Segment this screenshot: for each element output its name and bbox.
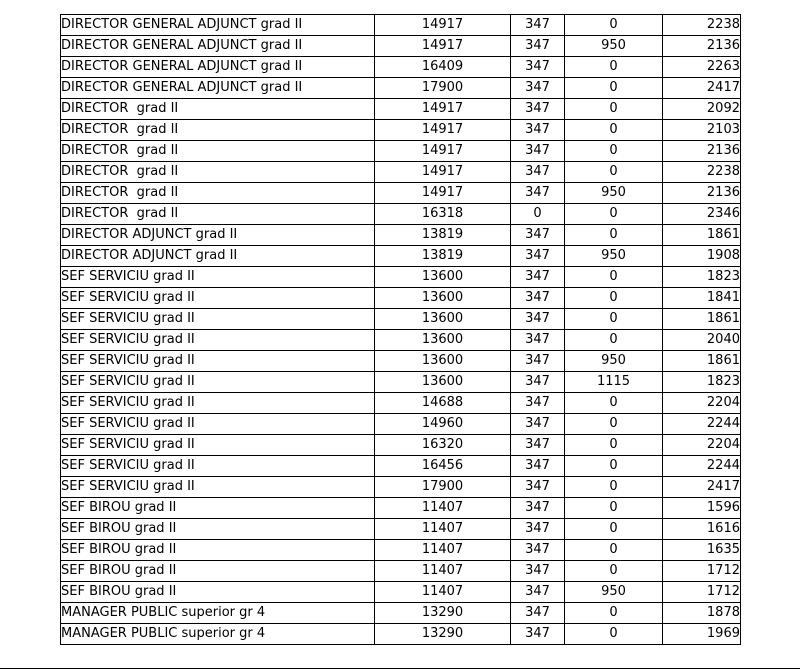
table-row bbox=[61, 498, 741, 519]
amount-cell: 347 bbox=[511, 225, 565, 246]
table-row bbox=[61, 141, 741, 162]
position-title-cell: DIRECTOR GENERAL ADJUNCT grad II bbox=[61, 36, 375, 57]
position-title-cell: SEF SERVICIU grad II bbox=[61, 288, 375, 309]
bonus-cell: 0 bbox=[565, 414, 663, 435]
position-title-cell: DIRECTOR grad II bbox=[61, 120, 375, 141]
table-row bbox=[61, 603, 741, 624]
bonus-cell: 950 bbox=[565, 351, 663, 372]
amount-cell: 347 bbox=[511, 372, 565, 393]
total-cell: 1861 bbox=[663, 351, 741, 372]
bonus-cell: 0 bbox=[565, 204, 663, 225]
total-cell: 1878 bbox=[663, 603, 741, 624]
position-title-cell: SEF SERVICIU grad II bbox=[61, 309, 375, 330]
position-title-cell: SEF SERVICIU grad II bbox=[61, 330, 375, 351]
amount-cell: 347 bbox=[511, 393, 565, 414]
position-title-cell: SEF BIROU grad II bbox=[61, 519, 375, 540]
amount-cell: 347 bbox=[511, 519, 565, 540]
base-salary-cell: 14917 bbox=[375, 15, 511, 36]
table-body bbox=[61, 15, 741, 645]
table-row bbox=[61, 225, 741, 246]
total-cell: 1823 bbox=[663, 267, 741, 288]
total-cell: 1635 bbox=[663, 540, 741, 561]
position-title-cell: DIRECTOR grad II bbox=[61, 141, 375, 162]
total-cell: 1969 bbox=[663, 624, 741, 645]
amount-cell: 347 bbox=[511, 141, 565, 162]
position-title-cell: SEF SERVICIU grad II bbox=[61, 393, 375, 414]
total-cell: 1596 bbox=[663, 498, 741, 519]
base-salary-cell: 16318 bbox=[375, 204, 511, 225]
table-row bbox=[61, 624, 741, 645]
position-title-cell: SEF SERVICIU grad II bbox=[61, 267, 375, 288]
total-cell: 2136 bbox=[663, 183, 741, 204]
bonus-cell: 0 bbox=[565, 624, 663, 645]
base-salary-cell: 13600 bbox=[375, 309, 511, 330]
table-row bbox=[61, 246, 741, 267]
base-salary-cell: 13600 bbox=[375, 267, 511, 288]
total-cell: 2136 bbox=[663, 141, 741, 162]
table-row bbox=[61, 204, 741, 225]
base-salary-cell: 13290 bbox=[375, 624, 511, 645]
total-cell: 1712 bbox=[663, 582, 741, 603]
base-salary-cell: 14917 bbox=[375, 141, 511, 162]
position-title-cell: SEF SERVICIU grad II bbox=[61, 372, 375, 393]
table-row bbox=[61, 519, 741, 540]
bonus-cell: 950 bbox=[565, 36, 663, 57]
bonus-cell: 0 bbox=[565, 561, 663, 582]
total-cell: 2417 bbox=[663, 78, 741, 99]
amount-cell: 347 bbox=[511, 288, 565, 309]
amount-cell: 347 bbox=[511, 99, 565, 120]
position-title-cell: SEF SERVICIU grad II bbox=[61, 477, 375, 498]
base-salary-cell: 11407 bbox=[375, 498, 511, 519]
total-cell: 2238 bbox=[663, 162, 741, 183]
table-row bbox=[61, 57, 741, 78]
total-cell: 1861 bbox=[663, 309, 741, 330]
position-title-cell: SEF SERVICIU grad II bbox=[61, 351, 375, 372]
table-row bbox=[61, 36, 741, 57]
amount-cell: 347 bbox=[511, 246, 565, 267]
base-salary-cell: 14917 bbox=[375, 36, 511, 57]
salary-table bbox=[60, 14, 741, 645]
amount-cell: 347 bbox=[511, 78, 565, 99]
bonus-cell: 0 bbox=[565, 393, 663, 414]
base-salary-cell: 11407 bbox=[375, 582, 511, 603]
position-title-cell: MANAGER PUBLIC superior gr 4 bbox=[61, 624, 375, 645]
table-row bbox=[61, 582, 741, 603]
base-salary-cell: 14960 bbox=[375, 414, 511, 435]
amount-cell: 0 bbox=[511, 204, 565, 225]
total-cell: 1823 bbox=[663, 372, 741, 393]
bonus-cell: 950 bbox=[565, 582, 663, 603]
position-title-cell: DIRECTOR grad II bbox=[61, 162, 375, 183]
bonus-cell: 0 bbox=[565, 603, 663, 624]
total-cell: 2417 bbox=[663, 477, 741, 498]
amount-cell: 347 bbox=[511, 582, 565, 603]
table-row bbox=[61, 393, 741, 414]
base-salary-cell: 14917 bbox=[375, 162, 511, 183]
base-salary-cell: 14917 bbox=[375, 120, 511, 141]
table-row bbox=[61, 99, 741, 120]
position-title-cell: DIRECTOR GENERAL ADJUNCT grad II bbox=[61, 15, 375, 36]
base-salary-cell: 13819 bbox=[375, 225, 511, 246]
base-salary-cell: 11407 bbox=[375, 519, 511, 540]
base-salary-cell: 17900 bbox=[375, 477, 511, 498]
amount-cell: 347 bbox=[511, 36, 565, 57]
bonus-cell: 0 bbox=[565, 57, 663, 78]
total-cell: 2244 bbox=[663, 414, 741, 435]
base-salary-cell: 13600 bbox=[375, 288, 511, 309]
total-cell: 2040 bbox=[663, 330, 741, 351]
amount-cell: 347 bbox=[511, 477, 565, 498]
position-title-cell: SEF BIROU grad II bbox=[61, 498, 375, 519]
bonus-cell: 0 bbox=[565, 540, 663, 561]
bonus-cell: 0 bbox=[565, 162, 663, 183]
position-title-cell: DIRECTOR grad II bbox=[61, 204, 375, 225]
amount-cell: 347 bbox=[511, 57, 565, 78]
base-salary-cell: 16456 bbox=[375, 456, 511, 477]
table-row bbox=[61, 435, 741, 456]
bonus-cell: 0 bbox=[565, 435, 663, 456]
table-row bbox=[61, 414, 741, 435]
amount-cell: 347 bbox=[511, 162, 565, 183]
bonus-cell: 0 bbox=[565, 15, 663, 36]
amount-cell: 347 bbox=[511, 120, 565, 141]
table-row bbox=[61, 120, 741, 141]
position-title-cell: DIRECTOR ADJUNCT grad II bbox=[61, 246, 375, 267]
amount-cell: 347 bbox=[511, 540, 565, 561]
amount-cell: 347 bbox=[511, 183, 565, 204]
position-title-cell: DIRECTOR GENERAL ADJUNCT grad II bbox=[61, 57, 375, 78]
bonus-cell: 0 bbox=[565, 267, 663, 288]
base-salary-cell: 14917 bbox=[375, 99, 511, 120]
bonus-cell: 0 bbox=[565, 288, 663, 309]
base-salary-cell: 13819 bbox=[375, 246, 511, 267]
amount-cell: 347 bbox=[511, 498, 565, 519]
base-salary-cell: 13290 bbox=[375, 603, 511, 624]
bonus-cell: 0 bbox=[565, 456, 663, 477]
page-bottom-rule bbox=[0, 668, 800, 669]
table-row bbox=[61, 267, 741, 288]
total-cell: 1861 bbox=[663, 225, 741, 246]
table-row bbox=[61, 162, 741, 183]
bonus-cell: 0 bbox=[565, 120, 663, 141]
table-row bbox=[61, 372, 741, 393]
bonus-cell: 0 bbox=[565, 99, 663, 120]
table-row bbox=[61, 78, 741, 99]
bonus-cell: 950 bbox=[565, 183, 663, 204]
base-salary-cell: 13600 bbox=[375, 351, 511, 372]
table-row bbox=[61, 540, 741, 561]
position-title-cell: SEF BIROU grad II bbox=[61, 561, 375, 582]
bonus-cell: 0 bbox=[565, 498, 663, 519]
base-salary-cell: 17900 bbox=[375, 78, 511, 99]
total-cell: 2092 bbox=[663, 99, 741, 120]
table-row bbox=[61, 477, 741, 498]
base-salary-cell: 16320 bbox=[375, 435, 511, 456]
total-cell: 2204 bbox=[663, 393, 741, 414]
base-salary-cell: 13600 bbox=[375, 372, 511, 393]
bonus-cell: 0 bbox=[565, 225, 663, 246]
table-row bbox=[61, 456, 741, 477]
base-salary-cell: 14688 bbox=[375, 393, 511, 414]
position-title-cell: SEF SERVICIU grad II bbox=[61, 414, 375, 435]
amount-cell: 347 bbox=[511, 15, 565, 36]
amount-cell: 347 bbox=[511, 309, 565, 330]
total-cell: 2244 bbox=[663, 456, 741, 477]
amount-cell: 347 bbox=[511, 414, 565, 435]
total-cell: 1841 bbox=[663, 288, 741, 309]
table-row bbox=[61, 351, 741, 372]
total-cell: 2238 bbox=[663, 15, 741, 36]
total-cell: 2263 bbox=[663, 57, 741, 78]
bonus-cell: 0 bbox=[565, 330, 663, 351]
total-cell: 2136 bbox=[663, 36, 741, 57]
position-title-cell: DIRECTOR ADJUNCT grad II bbox=[61, 225, 375, 246]
base-salary-cell: 14917 bbox=[375, 183, 511, 204]
base-salary-cell: 13600 bbox=[375, 330, 511, 351]
base-salary-cell: 16409 bbox=[375, 57, 511, 78]
base-salary-cell: 11407 bbox=[375, 540, 511, 561]
total-cell: 1908 bbox=[663, 246, 741, 267]
total-cell: 2204 bbox=[663, 435, 741, 456]
position-title-cell: MANAGER PUBLIC superior gr 4 bbox=[61, 603, 375, 624]
position-title-cell: DIRECTOR grad II bbox=[61, 183, 375, 204]
total-cell: 2346 bbox=[663, 204, 741, 225]
table-row bbox=[61, 561, 741, 582]
table-row bbox=[61, 288, 741, 309]
table-row bbox=[61, 309, 741, 330]
amount-cell: 347 bbox=[511, 351, 565, 372]
total-cell: 2103 bbox=[663, 120, 741, 141]
bonus-cell: 1115 bbox=[565, 372, 663, 393]
amount-cell: 347 bbox=[511, 435, 565, 456]
bonus-cell: 0 bbox=[565, 141, 663, 162]
bonus-cell: 0 bbox=[565, 477, 663, 498]
position-title-cell: SEF BIROU grad II bbox=[61, 582, 375, 603]
position-title-cell: DIRECTOR grad II bbox=[61, 99, 375, 120]
table-row bbox=[61, 183, 741, 204]
base-salary-cell: 11407 bbox=[375, 561, 511, 582]
position-title-cell: DIRECTOR GENERAL ADJUNCT grad II bbox=[61, 78, 375, 99]
bonus-cell: 0 bbox=[565, 519, 663, 540]
position-title-cell: SEF BIROU grad II bbox=[61, 540, 375, 561]
amount-cell: 347 bbox=[511, 267, 565, 288]
amount-cell: 347 bbox=[511, 561, 565, 582]
amount-cell: 347 bbox=[511, 603, 565, 624]
bonus-cell: 950 bbox=[565, 246, 663, 267]
position-title-cell: SEF SERVICIU grad II bbox=[61, 435, 375, 456]
position-title-cell: SEF SERVICIU grad II bbox=[61, 456, 375, 477]
total-cell: 1616 bbox=[663, 519, 741, 540]
total-cell: 1712 bbox=[663, 561, 741, 582]
amount-cell: 347 bbox=[511, 330, 565, 351]
table-row bbox=[61, 15, 741, 36]
amount-cell: 347 bbox=[511, 456, 565, 477]
table-row bbox=[61, 330, 741, 351]
bonus-cell: 0 bbox=[565, 78, 663, 99]
amount-cell: 347 bbox=[511, 624, 565, 645]
bonus-cell: 0 bbox=[565, 309, 663, 330]
